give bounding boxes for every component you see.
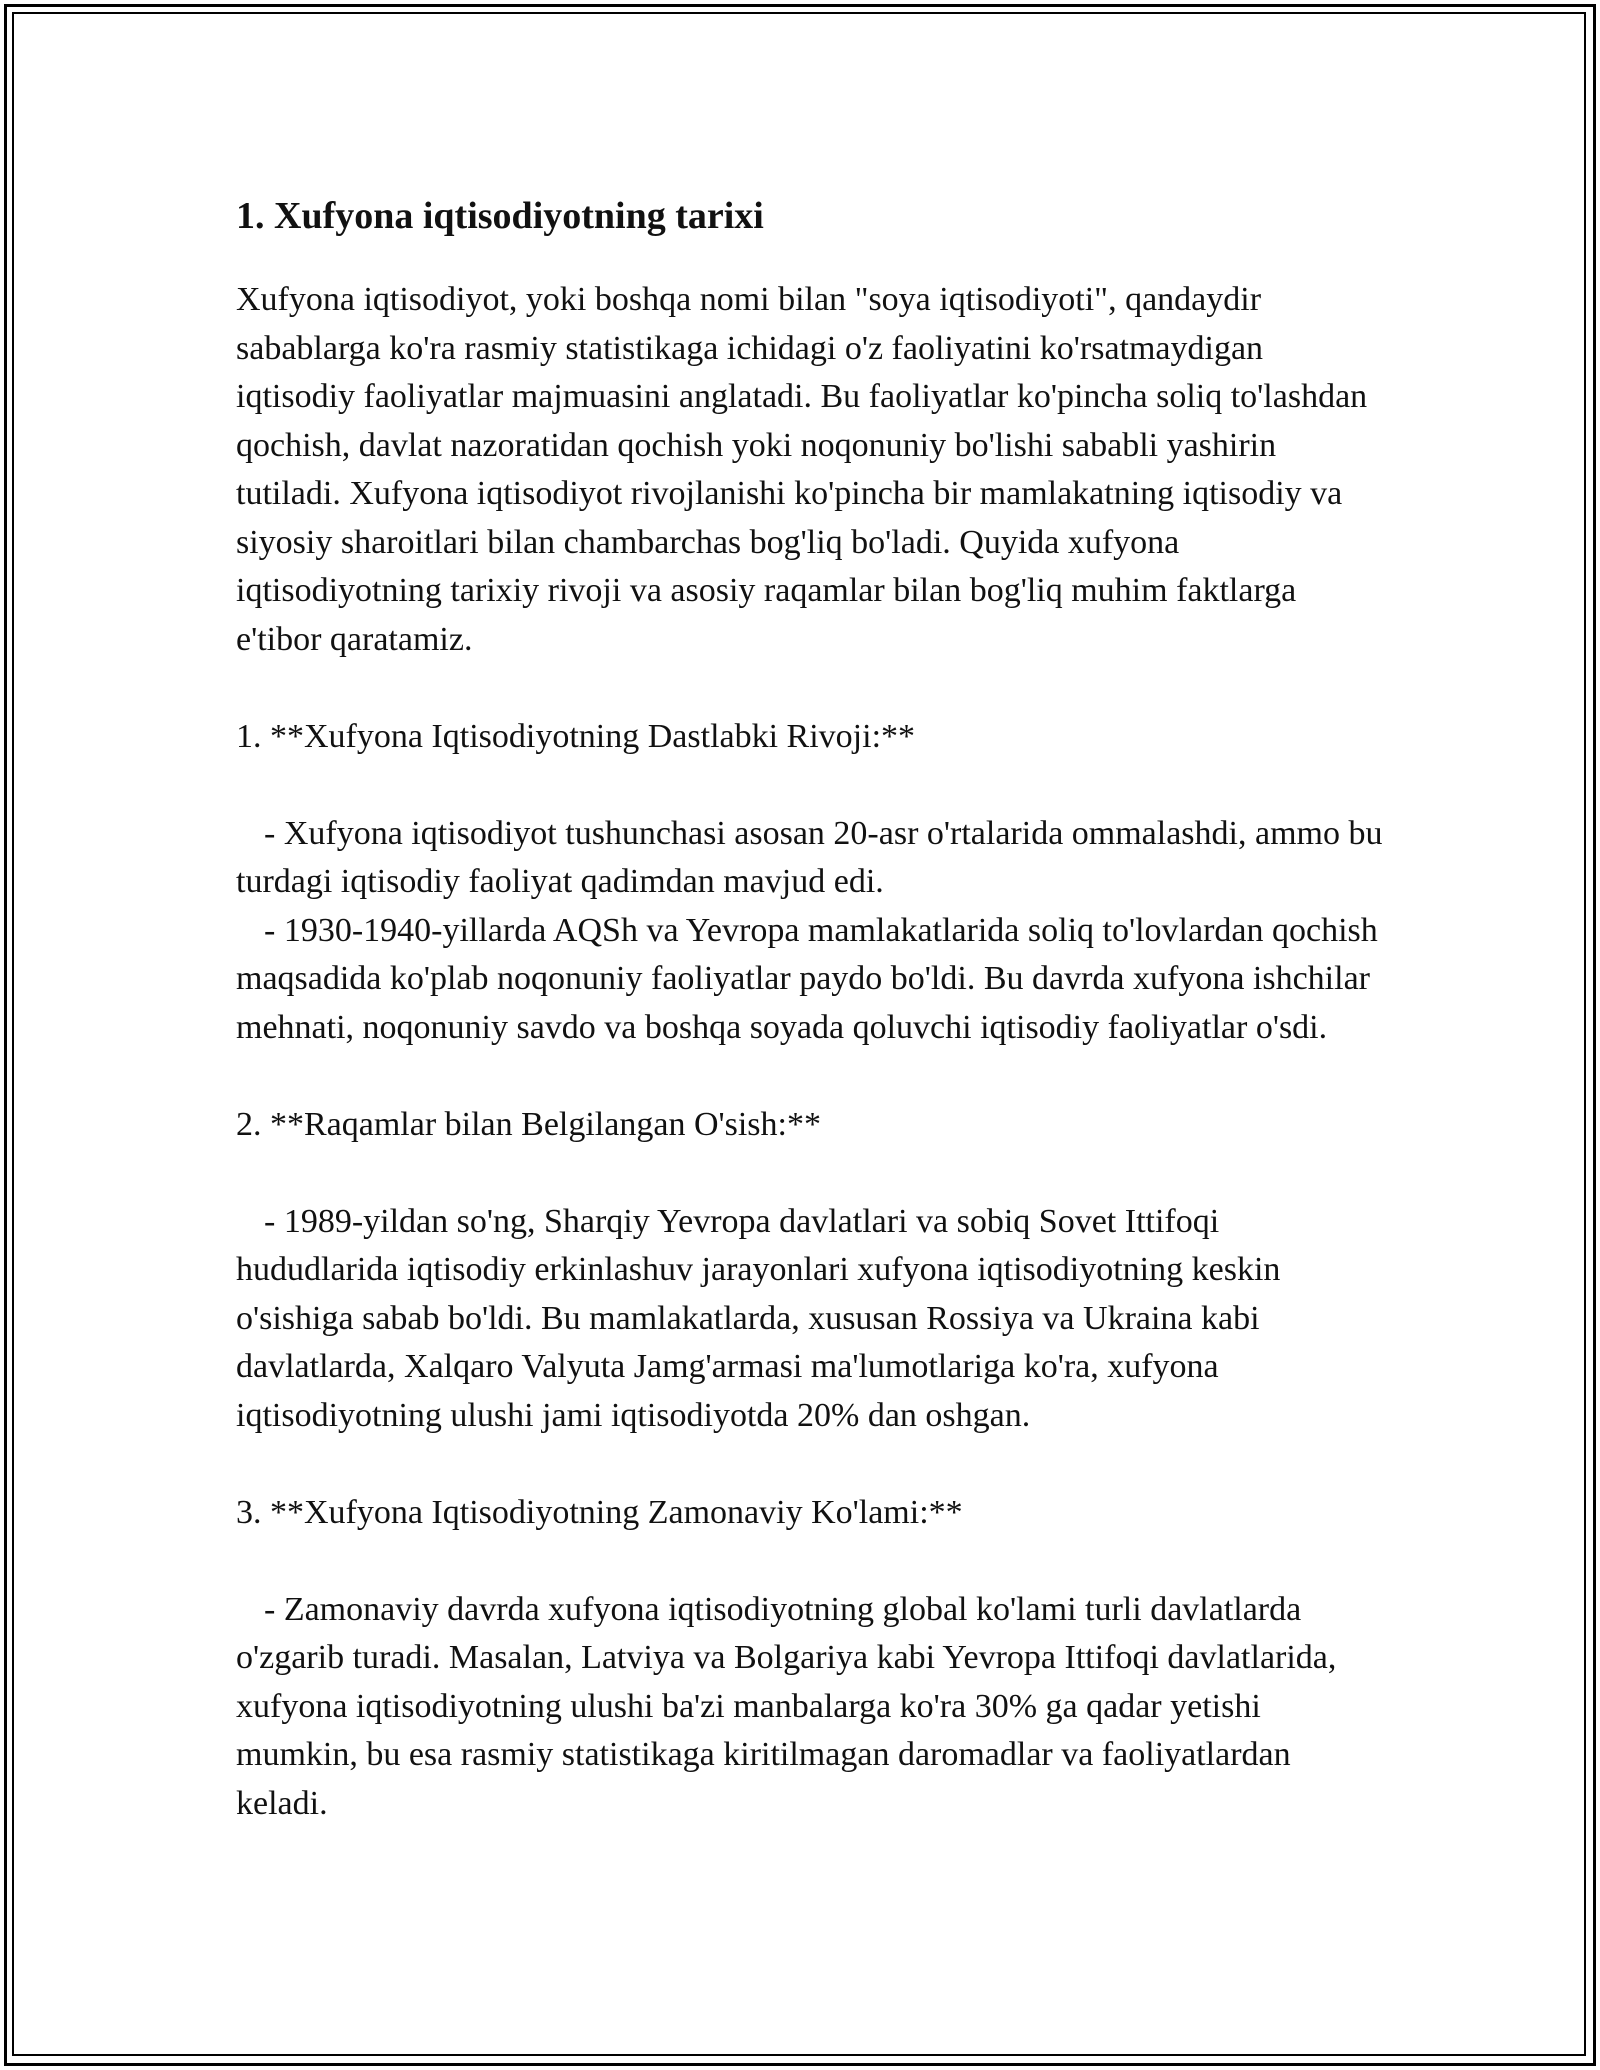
section-1-bullet-2: - 1930-1940-yillarda AQSh va Yevropa mamlakatlarida soliq to'lovlardan qochish maqsadida ko'plab noqonuniy faoliyatlar paydo bo'ldi. Bu davrda xufyona ishchilar mehnati, noqonuniy savdo va boshqa soyada qoluvchi iqtisodiy faoliyatlar o'sdi. <box>236 911 1387 1046</box>
section-3-bullet-1: - Zamonaviy davrda xufyona iqtisodiyotning global ko'lami turli davlatlarda o'zgarib turadi. Masalan, Latviya va Bolgariya kabi Yevropa Ittifoqi davlatlarida, xufyona iqtisodiyotning ulushi ba'zi manbalarga ko'ra 30% ga qadar yetishi mumkin, bu esa rasmiy statistikaga kiritilmagan daromadlar va faoliyatlardan keladi. <box>236 1590 1345 1822</box>
section-2-heading: 2. **Raqamlar bilan Belgilangan O'sish:** <box>236 1105 821 1143</box>
document-title: 1. Xufyona iqtisodiyotning tarixi <box>236 195 764 237</box>
intro-paragraph: Xufyona iqtisodiyot, yoki boshqa nomi bilan "soya iqtisodiyoti", qandaydir sabablarga ko'ra rasmiy statistikaga ichidagi o'z faoliyatini ko'rsatmaydigan iqtisodiy faoliyatlar majmuasini anglatadi. Bu faoliyatlar ko'pincha soliq to'lashdan qochish, davlat nazoratidan qochish yoki noqonuniy bo'lishi sababli yashirin tutiladi. Xufyona iqtisodiyot rivojlanishi ko'pincha bir mamlakatning iqtisodiy va siyosiy sharoitlari bilan chambarchas bog'liq bo'ladi. Quyida xufyona iqtisodiyotning tarixiy rivoji va asosiy raqamlar bilan bog'liq muhim faktlarga e'tibor qaratamiz. <box>236 281 1376 658</box>
section-2-bullet-1: - 1989-yildan so'ng, Sharqiy Yevropa davlatlari va sobiq Sovet Ittifoqi hududlarida iqtisodiy erkinlashuv jarayonlari xufyona iqtisodiyotning keskin o'sishiga sabab bo'ldi. Bu mamlakatlarda, xususan Rossiya va Ukraina kabi davlatlarda, Xalqaro Valyuta Jamg'armasi ma'lumotlariga ko'ra, xufyona iqtisodiyotning ulushi jami iqtisodiyotda 20% dan oshgan. <box>236 1202 1289 1434</box>
document-body <box>236 184 1391 1828</box>
section-1-bullet-1: - Xufyona iqtisodiyot tushunchasi asosan 20-asr o'rtalarida ommalashdi, ammo bu turdagi iqtisodiy faoliyat qadimdan mavjud edi. <box>236 814 1391 900</box>
section-3-heading: 3. **Xufyona Iqtisodiyotning Zamonaviy Ko'lami:** <box>236 1493 963 1531</box>
section-1-heading: 1. **Xufyona Iqtisodiyotning Dastlabki Rivoji:** <box>236 717 916 755</box>
